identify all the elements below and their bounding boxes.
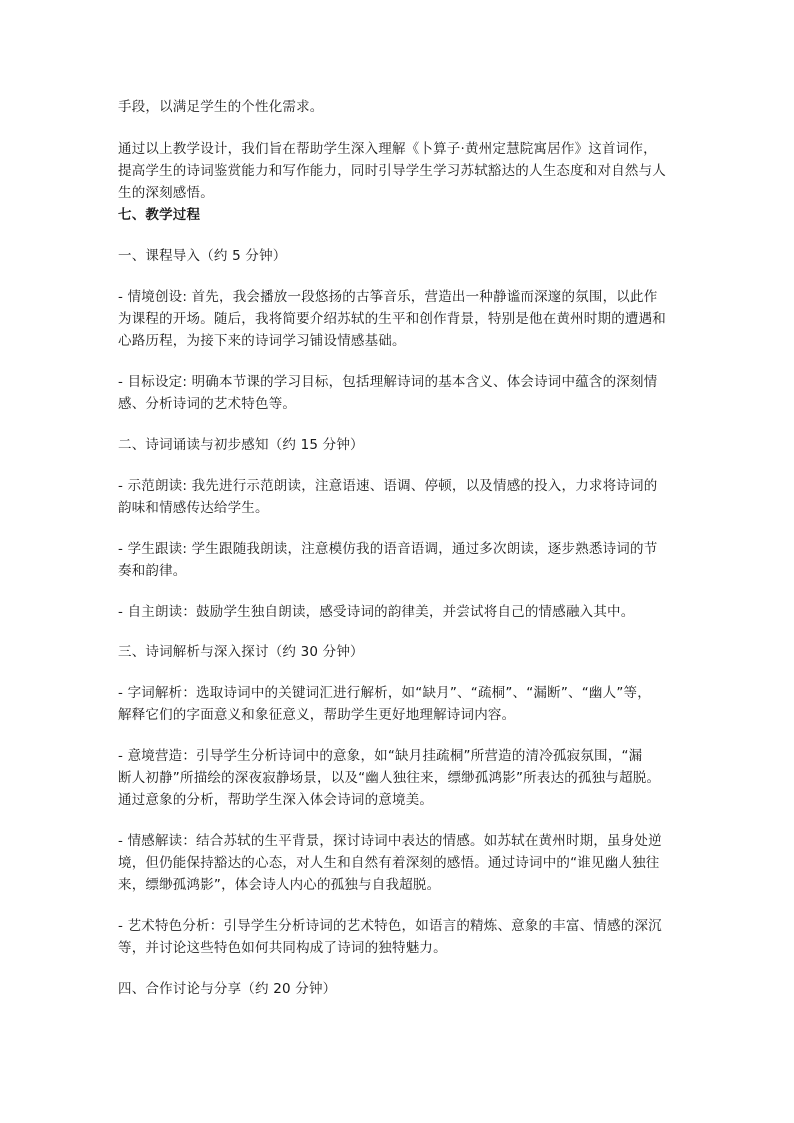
paragraph-line: - 自主朗读：鼓励学生独自朗读，感受诗词的韵律美，并尝试将自己的情感融入其中。 [118,604,635,620]
paragraph-line: 感、分析诗词的艺术特色等。 [118,396,297,412]
paragraph-line: 为课程的开场。随后，我将简要介绍苏轼的生平和创作背景，特别是他在黄州时期的遭遇和 [118,311,666,327]
subsection-heading: 四、合作讨论与分享（约 20 分钟） [118,981,337,997]
paragraph-line: - 目标设定: 明确本节课的学习目标，包括理解诗词的基本含义、体会诗词中蕴含的深刻情 [118,374,658,390]
paragraph-line: 通过以上教学设计，我们旨在帮助学生深入理解《卜算子·黄州定慧院寓居作》这首词作， [118,141,657,157]
paragraph-line: - 意境营造：引导学生分析诗词中的意象，如“缺月挂疏桐”所营造的清冷孤寂氛围，“漏 [118,748,643,764]
paragraph-line: 等，并讨论这些特色如何共同构成了诗词的独特魅力。 [118,940,447,956]
paragraph-line: 奏和韵律。 [118,563,187,579]
subsection-heading: 三、诗词解析与深入探讨（约 30 分钟） [118,644,364,660]
subsection-heading: 二、诗词诵读与初步感知（约 15 分钟） [118,437,364,453]
paragraph-line: 通过意象的分析，帮助学生深入体会诗词的意境美。 [118,792,434,808]
paragraph-line: 解释它们的字面意义和象征意义，帮助学生更好地理解诗词内容。 [118,707,516,723]
paragraph-line: 心路历程，为接下来的诗词学习铺设情感基础。 [118,333,406,349]
paragraph-line: 来，缥缈孤鸿影”，体会诗人内心的孤独与自我超脱。 [118,877,441,893]
paragraph-line: - 字词解析：选取诗词中的关键词汇进行解析，如“缺月”、“疏桐”、“漏断”、“幽人”等， [118,685,651,701]
paragraph-line: - 情境创设: 首先，我会播放一段悠扬的古筝音乐，营造出一种静谧而深邃的氛围，以此作 [118,289,658,305]
paragraph-line: - 学生跟读: 学生跟随我朗读，注意模仿我的语音语调，通过多次朗读，逐步熟悉诗词的节 [118,541,658,557]
subsection-heading: 一、课程导入（约 5 分钟） [118,248,287,264]
paragraph-line: - 示范朗读: 我先进行示范朗读，注意语速、语调、停顿，以及情感的投入，力求将诗词的 [118,478,658,494]
paragraph-line: 手段，以满足学生的个性化需求。 [118,99,324,115]
paragraph-line: 提高学生的诗词鉴赏能力和写作能力，同时引导学生学习苏轼豁达的人生态度和对自然与人 [118,163,666,179]
paragraph-line: 境，但仍能保持豁达的心态，对人生和自然有着深刻的感悟。通过诗词中的“谁见幽人独往 [118,855,660,871]
section-heading: 七、教学过程 [118,207,201,223]
paragraph-line: 生的深刻感悟。 [118,185,214,201]
paragraph-line: - 情感解读：结合苏轼的生平背景，探讨诗词中表达的情感。如苏轼在黄州时期，虽身处逆 [118,833,662,849]
paragraph-line: 韵味和情感传达给学生。 [118,500,269,516]
paragraph-line: - 艺术特色分析：引导学生分析诗词的艺术特色，如语言的精炼、意象的丰富、情感的深沉 [118,918,662,934]
paragraph-line: 断人初静”所描绘的深夜寂静场景，以及“幽人独往来，缥缈孤鸿影”所表达的孤独与超脱。 [118,770,661,786]
